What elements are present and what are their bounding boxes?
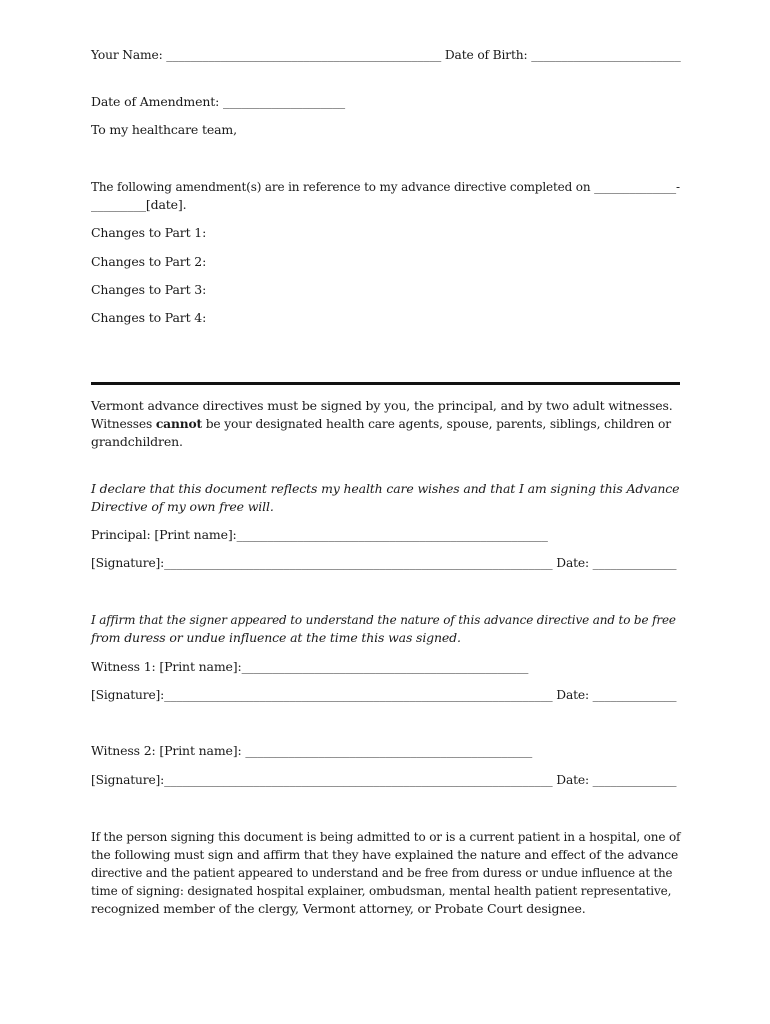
witness-affirmation-line-1: I affirm that the signer appeared to understand the nature of this advance directive and to be free: [91, 613, 676, 627]
witness-rules-line-1: Vermont advance directives must be signed by you, the principal, and by two adult witnesses.: [91, 398, 673, 413]
witness-affirmation-line-2: from duress or undue influence at the time this was signed.: [91, 630, 461, 645]
witness-rules-line-3: grandchildren.: [91, 434, 183, 449]
principal-print-name-field[interactable]: Principal: [Print name]:___________________________________________________: [91, 527, 548, 542]
changes-part-1: Changes to Part 1:: [91, 225, 207, 240]
witness-rules-pre: Witnesses: [91, 417, 156, 431]
witness-1-signature-field[interactable]: [Signature]:_________________________________________________________________ Date: ______________: [91, 688, 677, 702]
hospital-note-line-3: directive and the patient appeared to understand and be free from duress or undue influence at the: [91, 866, 673, 880]
changes-part-4: Changes to Part 4:: [91, 310, 207, 325]
section-divider: [91, 382, 680, 385]
witness-rules-post: be your designated health care agents, spouse, parents, siblings, children or: [202, 417, 671, 431]
amendment-reference-line-1[interactable]: The following amendment(s) are in reference to my advance directive completed on ______________-: [91, 180, 680, 194]
principal-signature-field[interactable]: [Signature]:_________________________________________________________________ Date: ______________: [91, 556, 677, 570]
witness-rules-line-2: [91, 415, 671, 433]
witness-1-print-name-field[interactable]: Witness 1: [Print name]:_______________________________________________: [91, 659, 529, 674]
amendment-reference-line-2[interactable]: _________[date].: [91, 197, 187, 212]
salutation: To my healthcare team,: [91, 122, 237, 137]
principal-declaration-line-1: I declare that this document reflects my health care wishes and that I am signing this Advance: [91, 481, 680, 496]
amendment-date-line[interactable]: Date of Amendment: ____________________: [91, 94, 345, 109]
witness-2-print-name-field[interactable]: Witness 2: [Print name]: _______________________________________________: [91, 743, 533, 758]
changes-part-2: Changes to Part 2:: [91, 254, 207, 269]
hospital-note-line-1: If the person signing this document is being admitted to or is a current patient in a hospital, one of: [91, 830, 681, 844]
hospital-note-line-4: time of signing: designated hospital explainer, ombudsman, mental health patient representative,: [91, 884, 672, 898]
principal-declaration-line-2: Directive of my own free will.: [91, 499, 274, 514]
name-dob-line[interactable]: Your Name: ______________________________________________ Date of Birth: _________________________: [91, 48, 681, 62]
hospital-note-line-5: recognized member of the clergy, Vermont attorney, or Probate Court designee.: [91, 901, 586, 916]
hospital-note-line-2: the following must sign and affirm that they have explained the nature and effect of the advance: [91, 848, 679, 862]
witness-rules-emphasis: cannot: [155, 416, 202, 431]
changes-part-3: Changes to Part 3:: [91, 282, 207, 297]
witness-2-signature-field[interactable]: [Signature]:_________________________________________________________________ Date: ______________: [91, 773, 677, 787]
